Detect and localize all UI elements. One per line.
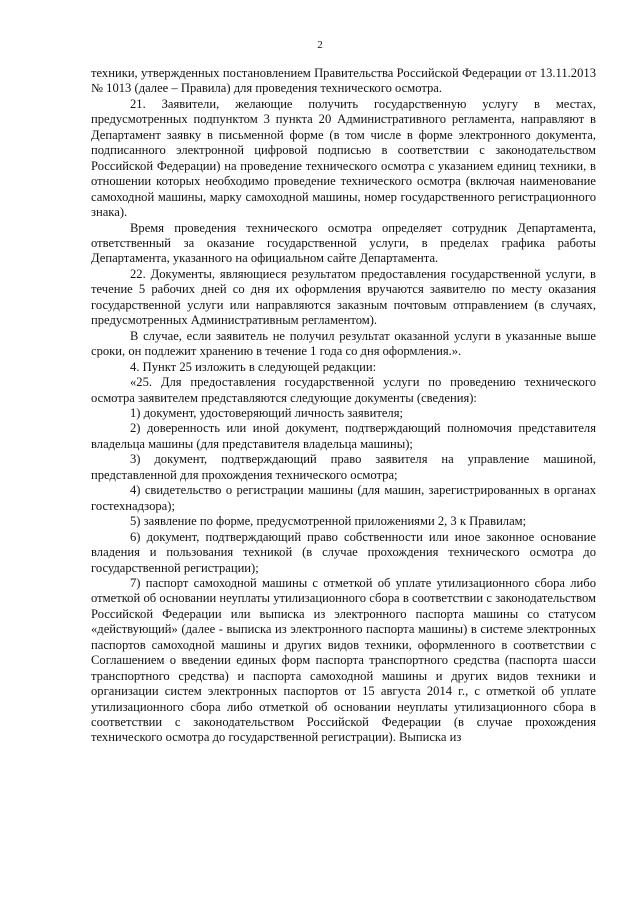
- list-item-3: 3) документ, подтверждающий право заявителя на управление машиной, представленной для прохождения технического осмотра;: [91, 452, 596, 482]
- list-item-7: 7) паспорт самоходной машины с отметкой об уплате утилизационного сбора либо отметкой об основании неуплаты утилизационного сбора в соответствии с законодательством Российской Федерации или выписка из электронного паспорта машины со статусом «действующий» (далее - выписка из электронного паспорта машины) в системе электронных паспортов самоходной машины и других видов техники, оформленного в соответствии с Соглашением о введении единых форм паспорта транспортного средства (паспорта шасси транспортного средства) и паспорта самоходной машины и других видов техники и организации систем электронных паспортов от 15 августа 2014 г., с отметкой об уплате утилизационного сбора либо отметкой об основании неуплаты утилизационного сбора в соответствии с законодательством Российской Федерации (в случае прохождения технического осмотра до государственной регистрации). Выписка из: [91, 575, 596, 745]
- paragraph-item-22: 22. Документы, являющиеся результатом предоставления государственной услуги, в течение 5 рабочих дней со дня их оформления вручаются заявителю по месту оказания государственной услуги или направляются заказным почтовым отправлением (в случаях, предусмотренных Административным регламентом).: [91, 266, 596, 328]
- list-item-4: 4) свидетельство о регистрации машины (для машин, зарегистрированных в органах гостехнадзора);: [91, 483, 596, 513]
- list-item-2: 2) доверенность или иной документ, подтверждающий полномочия представителя владельца машины (для представителя владельца машины);: [91, 421, 596, 451]
- paragraph-storage-term: В случае, если заявитель не получил результат оказанной услуги в указанные выше сроки, он подлежит хранению в течение 1 года со дня оформления.».: [91, 328, 596, 359]
- paragraph-continuation: техники, утвержденных постановлением Правительства Российской Федерации от 13.11.2013 № 1013 (далее – Правила) для проведения технического осмотра.: [91, 66, 596, 96]
- page-number: 2: [317, 39, 323, 51]
- document-body: [91, 66, 596, 746]
- paragraph-item-25: «25. Для предоставления государственной услуги по проведению технического осмотра заявителем представляются следующие документы (сведения):: [91, 375, 596, 405]
- paragraph-amendment-4: 4. Пункт 25 изложить в следующей редакции:: [130, 359, 377, 374]
- paragraph-item-21: 21. Заявители, желающие получить государственную услугу в местах, предусмотренных подпунктом 3 пункта 20 Административного регламента, направляют в Департамент заявку в письменной форме (в том числе в форме электронного документа, подписанного электронной цифровой подписью в соответствии с законодательством Российской Федерации) на проведение технического осмотра с указанием единиц техники, в отношении которых необходимо проведение технического осмотра (включая наименование самоходной машины, марку самоходной машины, номер государственного регистрационного знака).: [91, 96, 596, 220]
- paragraph-inspection-time: Время проведения технического осмотра определяет сотрудник Департамента, ответственный за оказание государственной услуги, в пределах графика работы Департамента, указанного на официальном сайте Департамента.: [91, 220, 596, 266]
- list-item-1: 1) документ, удостоверяющий личность заявителя;: [130, 405, 404, 420]
- list-item-6: 6) документ, подтверждающий право собственности или иное законное основание владения и пользования техникой (в случае прохождения технического осмотра до государственной регистрации);: [91, 529, 596, 575]
- list-item-5: 5) заявление по форме, предусмотренной приложениями 2, 3 к Правилам;: [130, 514, 527, 529]
